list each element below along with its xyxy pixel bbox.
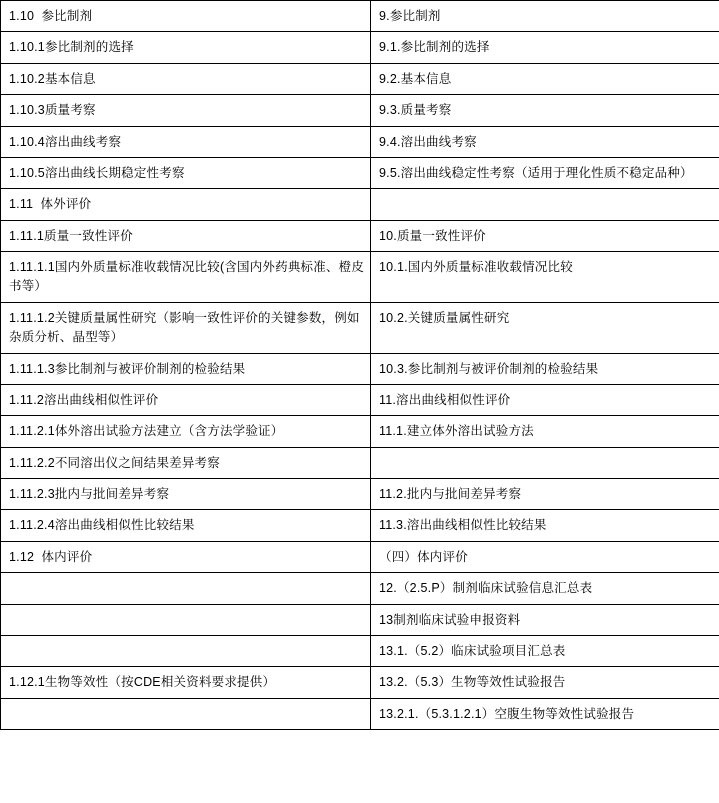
table-row — [1, 479, 719, 510]
table-cell-left — [1, 604, 371, 635]
table-body — [1, 1, 719, 730]
table-row — [1, 252, 719, 303]
table-cell-right — [371, 189, 719, 220]
cell-text: 1.11.2溶出曲线相似性评价 — [9, 392, 159, 407]
cell-text: 10.质量一致性评价 — [379, 228, 486, 243]
table-cell-left — [1, 667, 371, 698]
table-row — [1, 1, 719, 32]
table-cell-right — [371, 667, 719, 698]
table-cell-right — [371, 479, 719, 510]
cell-text: 1.11 体外评价 — [9, 197, 92, 212]
cell-text: 13.2.（5.3）生物等效性试验报告 — [379, 675, 566, 690]
table-cell-left — [1, 510, 371, 541]
table-row — [1, 302, 719, 353]
table-cell-right — [371, 302, 719, 353]
table-row — [1, 157, 719, 188]
table-cell-right — [371, 635, 719, 666]
table-row — [1, 573, 719, 604]
table-cell-left — [1, 384, 371, 415]
cell-text: 12.（2.5.P）制剂临床试验信息汇总表 — [379, 581, 593, 596]
cell-text: 10.1.国内外质量标准收载情况比较 — [379, 260, 573, 274]
table-cell-left — [1, 479, 371, 510]
table-row — [1, 189, 719, 220]
cell-text: 1.11.1.1国内外质量标准收载情况比较(含国内外药典标准、橙皮书等） — [9, 260, 365, 294]
table-row — [1, 604, 719, 635]
table-cell-right — [371, 157, 719, 188]
table-cell-right — [371, 32, 719, 63]
cell-text: 1.10.2基本信息 — [9, 71, 96, 86]
table-cell-left — [1, 573, 371, 604]
cell-text: 1.10.5溶出曲线长期稳定性考察 — [9, 165, 185, 180]
table-row — [1, 635, 719, 666]
table-cell-left — [1, 416, 371, 447]
cell-text: 1.12 体内评价 — [9, 549, 93, 564]
table-cell-right — [371, 384, 719, 415]
cell-text: 1.10.3质量考察 — [9, 103, 96, 118]
table-cell-left — [1, 189, 371, 220]
cell-text: 9.5.溶出曲线稳定性考察（适用于理化性质不稳定品种） — [379, 165, 693, 180]
cell-text: 10.2.关键质量属性研究 — [379, 310, 510, 325]
table-cell-left — [1, 126, 371, 157]
table-cell-right — [371, 1, 719, 32]
table-cell-left — [1, 252, 371, 303]
table-cell-left — [1, 32, 371, 63]
table-cell-left — [1, 698, 371, 729]
table-cell-left — [1, 220, 371, 251]
table-cell-left — [1, 447, 371, 478]
table-cell-left — [1, 541, 371, 572]
cell-text: 1.11.2.4溶出曲线相似性比较结果 — [9, 518, 195, 533]
table-cell-right — [371, 353, 719, 384]
table-cell-left — [1, 1, 371, 32]
table-cell-left — [1, 635, 371, 666]
table-row — [1, 63, 719, 94]
cell-text: 11.3.溶出曲线相似性比较结果 — [379, 518, 547, 533]
table-row — [1, 32, 719, 63]
cell-text: 13.2.1.（5.3.1.2.1）空腹生物等效性试验报告 — [379, 706, 635, 721]
table-cell-right — [371, 220, 719, 251]
table-cell-right — [371, 95, 719, 126]
cell-text: 9.1.参比制剂的选择 — [379, 40, 490, 55]
cell-text: 1.10.1参比制剂的选择 — [9, 40, 134, 55]
table-row — [1, 447, 719, 478]
table-row — [1, 126, 719, 157]
cell-text: 9.4.溶出曲线考察 — [379, 134, 477, 149]
cell-text: 1.11.2.1体外溶出试验方法建立（含方法学验证） — [9, 424, 284, 439]
table-cell-right — [371, 698, 719, 729]
cell-text: 1.11.1.2关键质量属性研究（影响一致性评价的关键参数，例如杂质分析、晶型等） — [9, 310, 360, 345]
cell-text: 11.溶出曲线相似性评价 — [379, 392, 511, 407]
table-cell-left — [1, 157, 371, 188]
cell-text: 13制剂临床试验申报资料 — [379, 612, 521, 627]
table-cell-right — [371, 252, 719, 303]
cell-text: 1.11.2.3批内与批间差异考察 — [9, 487, 170, 501]
table-cell-right — [371, 541, 719, 572]
cell-text: 10.3.参比制剂与被评价制剂的检验结果 — [379, 361, 599, 376]
cell-text: 1.11.2.2不同溶出仪之间结果差异考察 — [9, 455, 220, 470]
table-cell-left — [1, 63, 371, 94]
table-row — [1, 220, 719, 251]
table-cell-left — [1, 302, 371, 353]
cell-text: 9.2.基本信息 — [379, 71, 452, 86]
table-row — [1, 698, 719, 729]
table-cell-left — [1, 353, 371, 384]
table-cell-right — [371, 510, 719, 541]
table-cell-right — [371, 416, 719, 447]
cell-text: 9.3.质量考察 — [379, 103, 452, 118]
table-row — [1, 510, 719, 541]
table-cell-right — [371, 604, 719, 635]
cell-text: 13.1.（5.2）临床试验项目汇总表 — [379, 643, 566, 658]
table-cell-right — [371, 126, 719, 157]
table-row — [1, 384, 719, 415]
cell-text: 11.2.批内与批间差异考察 — [379, 487, 522, 501]
cell-text: 11.1.建立体外溶出试验方法 — [379, 424, 534, 439]
table-cell-right — [371, 573, 719, 604]
cell-text: （四）体内评价 — [379, 549, 468, 564]
table-cell-right — [371, 447, 719, 478]
table-row — [1, 353, 719, 384]
table-row — [1, 667, 719, 698]
cell-text: 1.10.4溶出曲线考察 — [9, 134, 122, 149]
cell-text: 1.11.1质量一致性评价 — [9, 228, 133, 243]
table-cell-right — [371, 63, 719, 94]
cell-text: 1.11.1.3参比制剂与被评价制剂的检验结果 — [9, 361, 246, 376]
table-row — [1, 541, 719, 572]
table-row — [1, 95, 719, 126]
cell-text: 1.10 参比制剂 — [9, 9, 93, 23]
cell-text: 9.参比制剂 — [379, 9, 441, 23]
cell-text: 1.12.1生物等效性（按CDE相关资料要求提供） — [9, 675, 276, 690]
table-cell-left — [1, 95, 371, 126]
table-row — [1, 416, 719, 447]
